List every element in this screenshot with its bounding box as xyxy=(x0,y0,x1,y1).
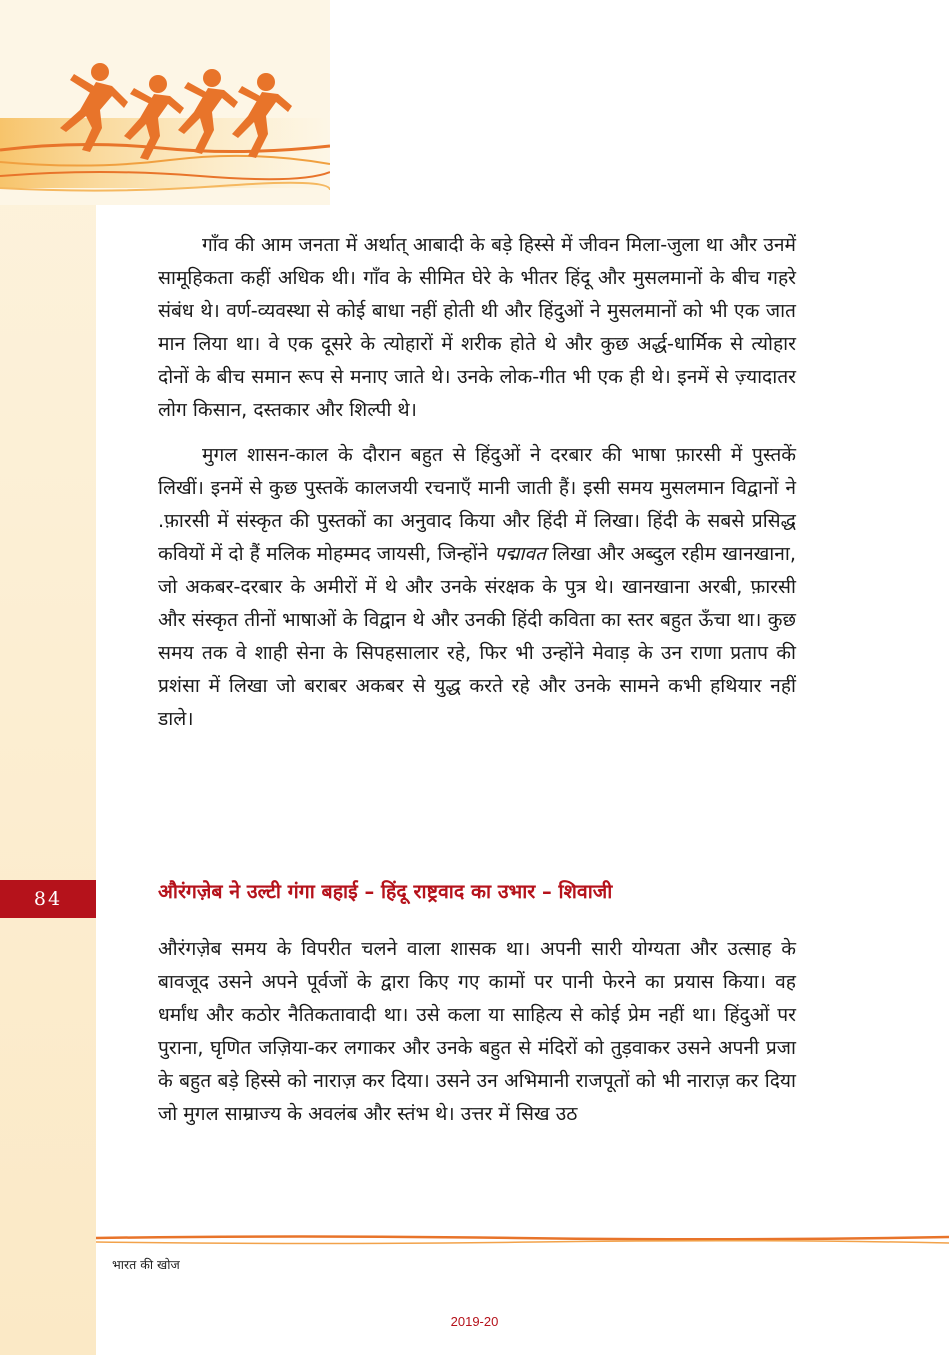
page-number-badge: 84 xyxy=(0,880,96,918)
footer-book-title: भारत की खोज xyxy=(112,1257,180,1272)
italic-book-title: पद्मावत xyxy=(494,542,546,565)
paragraph-village-life: गाँव की आम जनता में अर्थात् आबादी के बड़े हिस्से में जीवन मिला-जुला था और उनमें सामूहिकता कहीं अधिक थी। गाँव के सीमित घेरे के भीतर हिंदू और मुसलमानों के बीच गहरे संबंध थे। वर्ण-व्यवस्था से कोई बाधा नहीं होती थी और हिंदुओं ने मुसलमानों को भी एक जात मान लिया था। वे एक दूसरे के त्योहारों में शरीक होते थे और कुछ अर्द्ध-धार्मिक से त्योहार दोनों के बीच समान रूप से मनाए जाते थे। उनके लोक-गीत भी एक ही थे। इनमें से ज़्यादातर लोग किसान, दस्तकार और शिल्पी थे। xyxy=(158,233,796,421)
footer-divider xyxy=(96,1234,949,1246)
footer-year: 2019-20 xyxy=(450,1314,499,1329)
section-body-text xyxy=(158,932,796,1130)
section-heading: औरंगज़ेब ने उल्टी गंगा बहाई – हिंदू राष्ट्रवाद का उभार – शिवाजी xyxy=(158,880,613,903)
paragraph-mughal-literature xyxy=(158,438,796,735)
paragraph-part: मुगल शासन-काल के दौरान बहुत से हिंदुओं ने दरबार की भाषा फ़ारसी में पुस्तकें लिखीं। इनमें से कुछ पुस्तकें कालजयी रचनाएँ मानी जाती हैं। इसी समय मुसलमान विद्वानों ने .फ़ारसी में संस्कृत की पुस्तकों का अनुवाद किया और हिंदी में लिखा। हिंदी के सबसे प्रसिद्ध कवियों में दो हैं मलिक मोहम्मद जायसी, जिन्होंने xyxy=(158,443,796,565)
paragraph-aurangzeb: औरंगज़ेब समय के विपरीत चलने वाला शासक था। अपनी सारी योग्यता और उत्साह के बावजूद उसने अपने पूर्वजों के द्वारा किए गए कामों पर पानी फेरने का प्रयास किया। वह धर्मांध और कठोर नैतिकतावादी था। उसे कला या साहित्य से कोई प्रेम नहीं था। हिंदुओं पर पुराना, घृणित जज़िया-कर लगाकर और उनके बहुत से मंदिरों को तुड़वाकर उसने अपनी प्रजा के बहुत बड़े हिस्से को नाराज़ कर दिया। उसने उन अभिमानी राजपूतों को भी नाराज़ कर दिया जो मुगल साम्राज्य के अवलंब और स्तंभ थे। उत्तर में सिख उठ xyxy=(158,937,796,1125)
paragraph-part: लिखा और अब्दुल रहीम खानखाना, जो अकबर-दरबार के अमीरों में थे और उनके संरक्षक के पुत्र थे। खानखाना अरबी, फ़ारसी और संस्कृत तीनों भाषाओं के विद्वान थे और उनकी हिंदी कविता का स्तर बहुत ऊँचा था। कुछ समय तक वे शाही सेना के सिपहसालार रहे, फिर भी उन्होंने मेवाड़ के उन राणा प्रताप की प्रशंसा में लिखा जो बराबर अकबर से युद्ध करते रहे और उनके सामने कभी हथियार नहीं डाले। xyxy=(158,542,796,730)
running-figures-banner-icon xyxy=(0,0,330,205)
main-body-text xyxy=(158,228,796,747)
